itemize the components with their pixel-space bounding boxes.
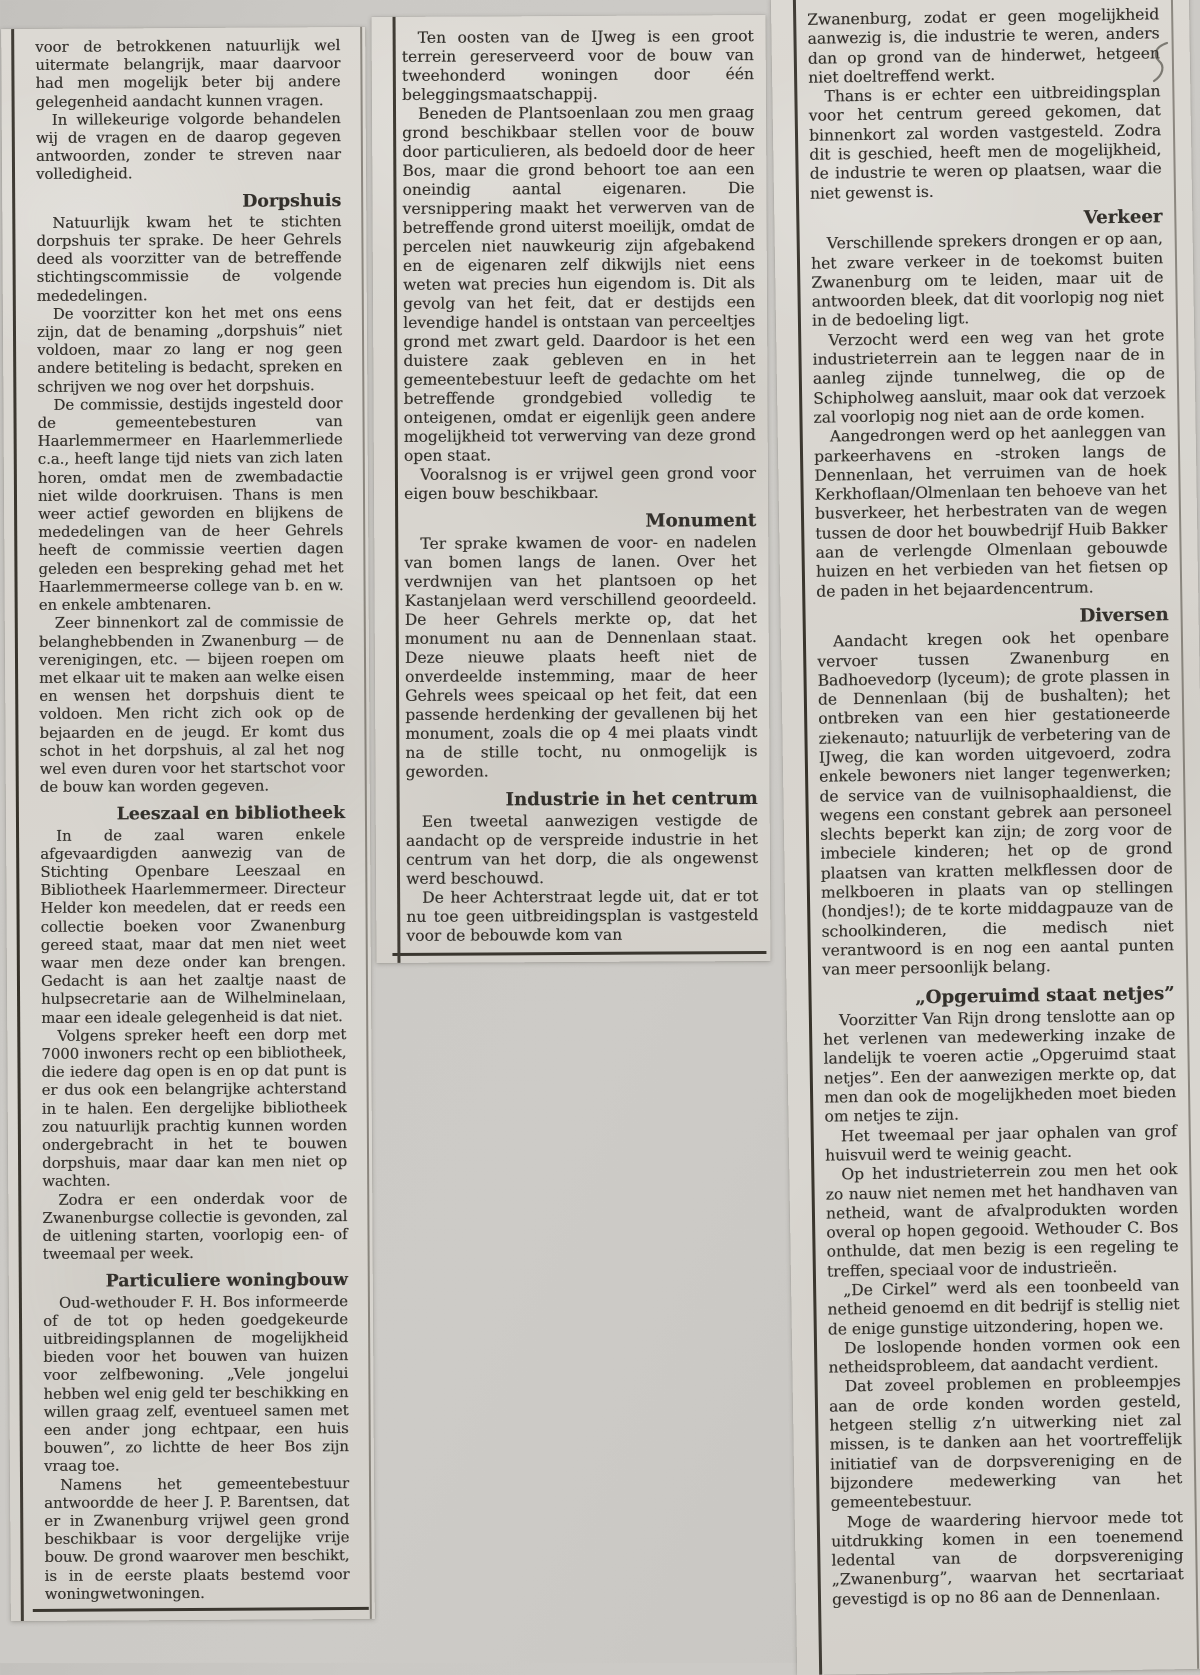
article-paragraph: Op het industrieterrein zou men het ook zo nauw niet nemen met het handhaven van netheid, want de afvalprodukten worden overal op hopen gegooid. Wethouder C. Bos onthulde, dat men bezig is een regeling te treffen, speciaal voor de industrieën. xyxy=(825,1160,1179,1281)
section-heading: Monument xyxy=(645,510,757,532)
clipping-middle-column xyxy=(372,15,771,963)
article-paragraph: Thans is er echter een uitbreidingsplan voor het centrum gereed gekomen, dat binnenkort zal worden vastgesteld. Zodra dit is geschied, heeft men de mogelijkheid, de industrie te weren op plaatsen, waar die niet gewenst is. xyxy=(808,82,1162,203)
article-paragraph: Dat zoveel problemen en probleempjes aan de orde konden worden gesteld, hetgeen stellig z’n uitwerking niet zal missen, is te danken aan het voortreffelijk initiatief van de dorpsvereniging en de bijzondere medewerking van het gemeentebestuur. xyxy=(828,1372,1183,1512)
section-heading: Dorpshuis xyxy=(242,190,342,212)
article-paragraph: Verschillende sprekers drongen er op aan, het zware verkeer in de toekomst buiten Zwanenburg om te leiden, maar uit de antwoorden bleek, dat dit voorlopig nog niet in de bedoeling ligt. xyxy=(810,229,1164,331)
article-paragraph: Ter sprake kwamen de voor- en nadelen van bomen langs de lanen. Over het verdwnijen van het plantsoen op het Kastanjelaan werd verschillend geoordeeld. De heer Gehrels merkte op, dat het monument nu aan de Dennenlaan staat. Deze nieuwe plaats heeft niet de onverdeelde instemming, maar de heer Gehrels wees speicaal op het feit, dat een passende herdenking der gevallenen bij het monument, zoals die op 4 mei plaats vindt na de stille tocht, nu onmogelijk is geworden. xyxy=(404,533,758,781)
section-heading: Particuliere woningbouw xyxy=(105,1270,348,1292)
column-text xyxy=(771,0,1200,1610)
article-paragraph: voor de betrokkenen natuurlijk wel uitermate belangrijk, maar daarvoor had men mogelijk beter bij andere gelegenheid aandacht kunnen vragen. xyxy=(35,37,341,111)
section-heading: Industrie in het centrum xyxy=(505,788,758,811)
article-paragraph: Moge de waardering hiervoor mede tot uitdrukking komen in een toenemend ledental van de dorpsvereniging „Zwanenburg”, waarvan het secrtariaat gevestigd is op no 86 aan de Dennenlaan. xyxy=(830,1507,1184,1609)
section-heading: Leeszaal en bibliotheek xyxy=(116,803,345,825)
column-text xyxy=(372,15,771,946)
article-paragraph: Het tweemaal per jaar ophalen van grof huisvuil werd te weinig geacht. xyxy=(824,1121,1177,1165)
pen-mark xyxy=(1146,40,1172,84)
section-heading: Verkeer xyxy=(1083,206,1163,229)
article-paragraph: Zodra er een onderdak voor de Zwanenburgse collectie is gevonden, zal de uitlening starten, voorlopig een- of tweemaal per week. xyxy=(42,1189,348,1264)
article-paragraph: Vooralsnog is er vrijwel geen grond voor eigen bouw beschikbaar. xyxy=(403,464,756,503)
article-paragraph: Namens het gemeentebestuur antwoordde de heer J. P. Barentsen, dat er in Zwanenburg vrijwel geen grond beschikbaar is voor dergelijke vrije bouw. De grond waarover men beschikt, is in de eerste plaats bestemd voor woningwetwoningen. xyxy=(44,1474,350,1603)
article-paragraph: Beneden de Plantsoenlaan zou men graag grond beschikbaar stellen voor de bouw door particulieren, als bedoeld door de heer Bos, maar die grond behoort toe aan een oneindig aantal eigenaren. Die versnippering maakt het verwerven van de betreffende grond uiterst moeilijk, omdat de percelen niet nauwkeurig zijn afgebakend en de eigenaren zelf dikwijls niet eens weten wat precies hun eigendom is. Dit als gevolg van het feit, dat er destijds een levendige handel is ontstaan van perceeltjes grond met zwart geld. Daardoor is het een duistere zaak gebleven en in het gemeentebestuur leeft de gedachte om het betreffende grondgebied volledig te onteigenen, omdat er eigenlijk geen andere mogelijkheid tot verwerving van deze grond open staat. xyxy=(402,103,756,465)
article-paragraph: In willekeurige volgorde behandelen wij de vragen en de daarop gegeven antwoorden, zonder te streven naar volledigheid. xyxy=(35,109,341,184)
article-paragraph: Oud-wethouder F. H. Bos informeerde of de tot op heden goedgekeurde uitbreidingsplannen de mogelijkheid bieden voor het bouwen van huizen voor zelfbewoning. „Vele jongelui hebben wel enig geld ter beschikking en willen graag zelf, eventueel samen met een ander jong echtpaar, een huis bouwen”, zo lichtte de heer Bos zijn vraag toe. xyxy=(42,1292,349,1476)
article-paragraph: Een tweetal aanwezigen vestigde de aandacht op de verspreide industrie in het centrum van het dorp, die als ongewenst werd beschouwd. xyxy=(405,811,758,888)
article-paragraph: Zwanenburg, zodat er geen mogelijkheid aanwezig is, die industrie te weren, anders dan op grond van de hinderwet, hetgeen niet doeltreffend werkt. xyxy=(807,5,1160,87)
article-paragraph: In de zaal waren enkele afgevaardigden aanwezig van de Stichting Openbare Leeszaal en Bibliotheek Haarlemmermeer. Directeur Helder kon meedelen, dat er reeds een collectie boeken voor Zwanenburg gereed staat, maar dat men niet weet waar men deze onder kan brengen. Gedacht is aan het zaaltje naast de hulpsecretarie aan de Wilhelminelaan, maar een ideale gelegenheid is dat niet. xyxy=(40,825,347,1027)
article-paragraph: Aangedrongen werd op het aanleggen van parkeerhavens en -stroken langs de Dennenlaan, het verruimen van de hoek Kerkhoflaan/Olmenlaan ten behoeve van het busverkeer, het herbestraten van de wegen tussen de door het bouwbedrijf Huib Bakker aan de verlengde Olmenlaan gebouwde huizen en het verbieden van het fietsen op de paden in het bejaardencentrum. xyxy=(813,422,1168,601)
column-text xyxy=(1,27,375,1604)
article-paragraph: De loslopende honden vormen ook een netheidsprobleem, dat aandacht verdient. xyxy=(828,1334,1181,1377)
section-heading: „Opgeruimd staat netjes” xyxy=(914,982,1175,1008)
article-paragraph: Voorzitter Van Rijn drong tenslotte aan op het verlenen van medewerking inzake de landelijk te voeren actie „Opgeruimd staat netjes”. Een der aanwezigen merkte op, dat men dan ook de mogelijkheden moet bieden om netjes te zijn. xyxy=(823,1006,1177,1127)
article-paragraph: De commissie, destijds ingesteld door de gemeentebesturen van Haarlemmermeer en Haarlemmerliede c.a., heeft lange tijd niets van zich laten horen, omdat men de zwembadactie niet wilde doorkruisen. Thans is men weer actief geworden en blijkens de mededelingen van de heer Gehrels heeft de commissie veertien dagen geleden een bespreking gehad met het Haarlemmermeerse college van b. en w. en enkele ambtenaren. xyxy=(37,394,344,615)
article-paragraph: „De Cirkel” werd als een toonbeeld van netheid genoemd en dit bedrijf is stellig niet de enige gunstige uitzondering, hopen we. xyxy=(827,1276,1180,1339)
article-paragraph: Natuurlijk kwam het te stichten dorpshuis ter sprake. De heer Gehrels deed als voorzitter van de betreffende stichtingscommissie de volgende mededelingen. xyxy=(36,212,342,305)
section-heading: Diversen xyxy=(1079,604,1169,627)
article-paragraph: De heer Achterstraat legde uit, dat er tot nu toe geen uitbreidingsplan is vastgesteld voor de bebouwde kom van xyxy=(406,887,759,945)
article-paragraph: Zeer binnenkort zal de commissie de belanghebbenden in Zwanenburg — de verenigingen, etc. — bijeen roepen om met elkaar uit te maken aan welke eisen en wensen het dorpshuis dient te voldoen. Men richt zich ook op de bejaarden en de jeugd. Er komt dus schot in het dorpshuis, al zal het nog wel even duren voor het startschot voor de bouw kan worden gegeven. xyxy=(38,613,345,797)
article-paragraph: De voorzitter kon het met ons eens zijn, dat de benaming „dorpshuis” niet voldoen, maar zo lang er nog geen andere betiteling is bedacht, spreken en schrijven we nog over het dorpshuis. xyxy=(36,303,343,396)
article-paragraph: Ten oosten van de IJweg is een groot terrein gereserveerd voor de bouw van tweehonderd woningen door één beleggingsmaatschappij. xyxy=(401,27,754,104)
article-paragraph: Verzocht werd een weg van het grote industrieterrein aan te leggen naar de in aanleg zijnde tunnelweg, die op de Schipholweg aansluit, maar ook dat verzoek zal voorlopig nog niet aan de orde komen. xyxy=(812,326,1166,427)
article-paragraph: Volgens spreker heeft een dorp met 7000 inwoners recht op een bibliotheek, die iedere dag open is en op dat punt is er dus ook een belangrijke achterstand in te halen. Een dergelijke bibliotheek zou natuurlijk prachtig kunnen worden ondergebracht in het te bouwen dorpshuis, maar daar kan men niet op wachten. xyxy=(41,1025,348,1191)
article-paragraph: Aandacht kregen ook het openbare vervoer tussen Zwanenburg en Badhoevedorp (lyceum); de grote plassen in de Dennenlaan (bij de bushalten); het ontbreken van een hier gestationeerde ziekenauto; natuurlijk de verbetering van de IJweg, die kan worden uitgevoerd, zodra enkele bewoners niet langer tegenwerken; de service van de vuilnisophaaldienst, die wegens een constant gebrek aan personeel slechts beperkt kan zijn; de zorg voor de imbeciele kinderen; het op de grond plaatsen van kratten melkflessen door de melkboeren in plaats van op stellingen (hondjes!); de te korte middagpauze van de schoolkinderen, die medisch niet verantwoord is en nog een aantal punten van meer persoonlijk belang. xyxy=(817,627,1174,979)
clipping-left-column xyxy=(1,27,375,1621)
clipping-right-column xyxy=(771,0,1200,1675)
